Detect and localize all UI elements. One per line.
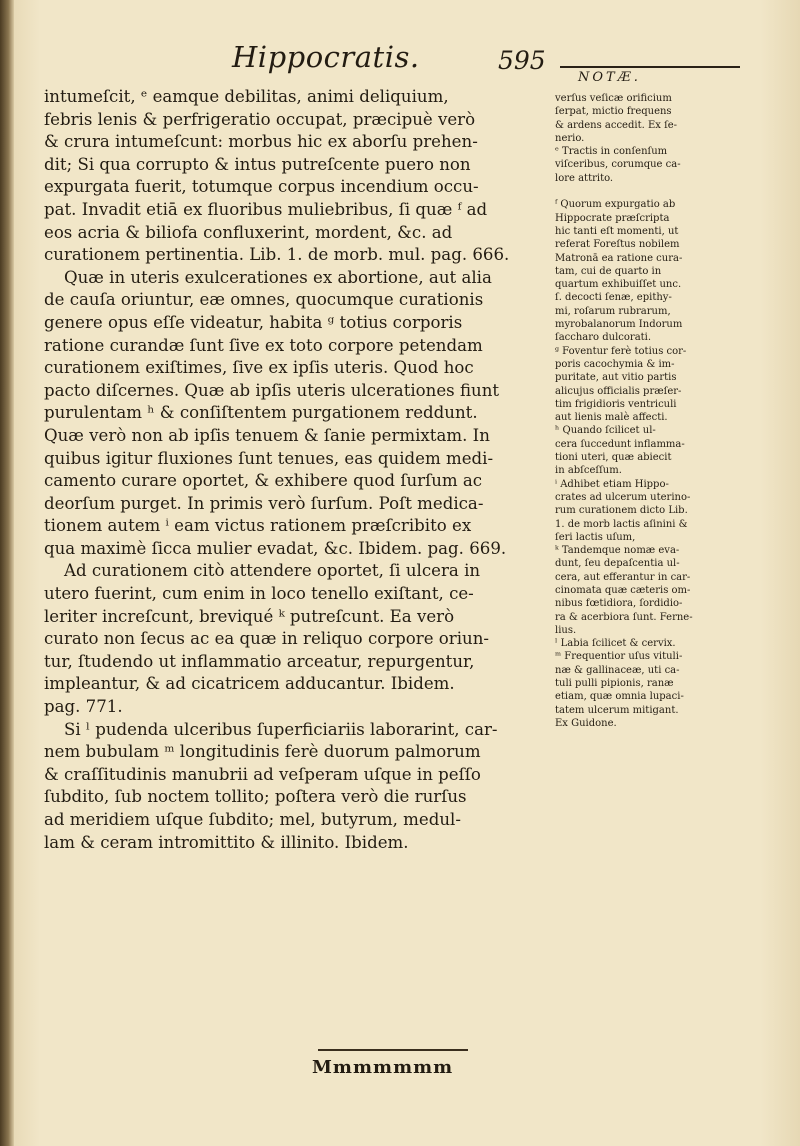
text-line: Ad curationem citò attendere oportet, ſi ulcera in [64, 561, 481, 581]
note-line: etiam, quæ omnia lupaci- [555, 691, 684, 703]
note-line: 1. de morb lactis aſinini & [555, 518, 688, 530]
text-line: curationem pertinentia. Lib. 1. de morb. mul. pag. 666. [44, 245, 510, 265]
note-line: myrobalanorum Indorum [555, 319, 683, 331]
note-line: hic tanti eſt momenti, ut [555, 225, 679, 237]
text-line: curationem exiſtimes, ſive ex ipſis uteris. Quod hoc [44, 358, 474, 378]
note-line: tioni uteri, quæ abiecit [555, 452, 672, 464]
note-line: tatem ulcerum mitigant. [555, 704, 679, 716]
text-line: febris lenis & perfrigeratio occupat, præcipuè verò [44, 109, 476, 129]
text-line: impleantur, & ad cicatricem adducantur. Ibidem. [44, 674, 455, 694]
note-line: lius. [555, 624, 577, 636]
note-line: tam, cui de quarto in [555, 265, 662, 277]
note-line: Matronā ea ratione cura- [555, 252, 683, 264]
note-line: ſerpat, mictio frequens [555, 106, 672, 118]
note-line: aut lienis malè affecti. [555, 412, 668, 424]
note-line: ᵉ Tractis in conſenſum [555, 146, 668, 158]
text-line: nem bubulam ᵐ longitudinis ferè duorum palmorum [44, 742, 481, 762]
text-line: Quæ verò non ab ipſis tenuem & ſanie permixtam. In [44, 425, 490, 445]
page-number: 595 [498, 46, 546, 75]
note-line: ⁱ Adhibet etiam Hippo- [555, 478, 669, 490]
text-line: utero fuerint, cum enim in loco tenello exiſtant, ce- [44, 584, 474, 604]
note-line [555, 185, 755, 198]
text-line: genere opus eſſe videatur, habita ᵍ totius corporis [44, 312, 463, 332]
note-line: lore attrito. [555, 172, 614, 184]
note-line: nerio. [555, 132, 585, 144]
text-line: ratione curandæ ſunt ſive ex toto corpore petendam [44, 335, 483, 355]
note-line: næ & gallinaceæ, uti ca- [555, 664, 680, 676]
text-line: Quæ in uteris exulcerationes ex abortione, aut alia [64, 267, 492, 287]
notes-heading: NOTÆ. [578, 70, 641, 85]
text-line: tur, ſtudendo ut inflammatio arceatur, repurgentur, [44, 651, 475, 671]
text-line: eos acria & biliofa confluxerint, mordent, &c. ad [44, 222, 453, 242]
note-line: crates ad ulcerum uterino- [555, 491, 691, 503]
running-head-title: Hippocratis. [232, 40, 420, 74]
text-line: Si ˡ pudenda ulceribus ſuperficiariis laborarint, car- [64, 719, 498, 739]
note-line: cinomata quæ cæteris om- [555, 584, 691, 596]
note-line: cera ſuccedunt inflamma- [555, 438, 685, 450]
note-line: ra & acerbiora ſunt. Ferne- [555, 611, 693, 623]
note-line: ᵏ Tandemque nomæ eva- [555, 545, 680, 557]
note-line: Ex Guidone. [555, 717, 617, 729]
note-line: & ardens accedit. Ex ſe- [555, 119, 678, 131]
note-line: tuli pulli pipionis, ranæ [555, 678, 674, 690]
note-line: Hippocrate præſcripta [555, 212, 670, 224]
note-line: referat Foreſtus nobilem [555, 239, 680, 251]
note-line: ˡ Labia ſcilicet & cervix. [555, 638, 676, 650]
text-line: expurgata fuerit, totumque corpus incendium occu- [44, 177, 479, 197]
note-line: mi, roſarum rubrarum, [555, 305, 671, 317]
text-line: tionem autem ⁱ eam victus rationem præſcribito ex [44, 516, 472, 536]
note-line: ſaccharo dulcorati. [555, 332, 652, 344]
main-text-column [44, 86, 550, 854]
note-line: alicujus officialis præſer- [555, 385, 682, 397]
text-line: qua maximè ſicca mulier evadat, &c. Ibidem. pag. 669. [44, 538, 507, 558]
note-line: dunt, ſeu depaſcentia ul- [555, 558, 680, 570]
text-line: ſubdito, ſub noctem tollito; poſtera verò die rurſus [44, 787, 467, 807]
text-line: quibus igitur fluxiones ſunt tenues, eas quidem medi- [44, 448, 494, 468]
note-line: in abſceſſum. [555, 465, 622, 477]
note-line: quartum exhibuiſſet unc. [555, 279, 682, 291]
note-line: poris cacochymia & im- [555, 358, 675, 370]
text-line: pacto diſcernes. Quæ ab ipſis uteris ulcerationes fiunt [44, 380, 500, 400]
text-line: ad meridiem uſque ſubdito; mel, butyrum, medul- [44, 810, 461, 829]
notes-rule [560, 66, 740, 68]
note-line: puritate, aut vitio partis [555, 372, 677, 384]
note-line: ſeri lactis uſum, [555, 531, 636, 543]
note-line: cera, aut efferantur in car- [555, 571, 691, 583]
text-line: camento curare oportet, & exhibere quod ſurſum ac [44, 471, 483, 491]
text-line: de cauſa oriuntur, eæ omnes, quocumque curationis [44, 290, 484, 310]
text-line: pag. 771. [44, 697, 123, 717]
note-line: nibus fœtidiora, ſordidio- [555, 598, 683, 610]
note-line: rum curationem dicto Lib. [555, 505, 688, 517]
note-line: ᵍ Foventur ferè totius cor- [555, 345, 687, 357]
book-spine [0, 0, 14, 1146]
note-line: verſus veſicæ orificium [555, 93, 672, 104]
note-line: ſ. decocti ſenæ, epithy- [555, 292, 672, 304]
text-line: curato non ſecus ac ea quæ in reliquo corpore oriun- [44, 629, 490, 649]
note-line: tim frigidioris ventriculi [555, 398, 677, 410]
signature-mark: Mmmmmmm [312, 1057, 454, 1078]
text-line: dit; Si qua corrupto & intus putreſcente puero non [44, 154, 471, 174]
note-line: ᶠ Quorum expurgatio ab [555, 199, 676, 211]
text-line: lam & ceram intromittito & illinito. Ibidem. [44, 832, 409, 852]
text-line: intumeſcit, ᵉ eamque debilitas, animi deliquium, [44, 87, 449, 106]
notes-column [555, 92, 755, 730]
note-line: viſceribus, corumque ca- [555, 159, 681, 171]
text-line: & crura intumeſcunt: morbus hic ex aborſu prehen- [44, 132, 478, 152]
text-line: deorſum purget. In primis verò ſurſum. Poſt medica- [44, 493, 484, 513]
catchword-rule [318, 1049, 468, 1051]
text-line: leriter increſcunt, breviqué ᵏ putreſcunt. Ea verò [44, 606, 455, 626]
note-line: ʰ Quando ſcilicet ul- [555, 425, 656, 437]
note-line: ᵐ Frequentior uſus vituli- [555, 651, 683, 663]
text-line: & craſſitudinis manubrii ad veſperam uſque in peſſo [44, 764, 481, 784]
text-line: purulentam ʰ & conſiſtentem purgationem reddunt. [44, 403, 478, 423]
text-line: pat. Invadit etiā ex fluoribus muliebribus, ſi quæ ᶠ ad [44, 199, 488, 219]
